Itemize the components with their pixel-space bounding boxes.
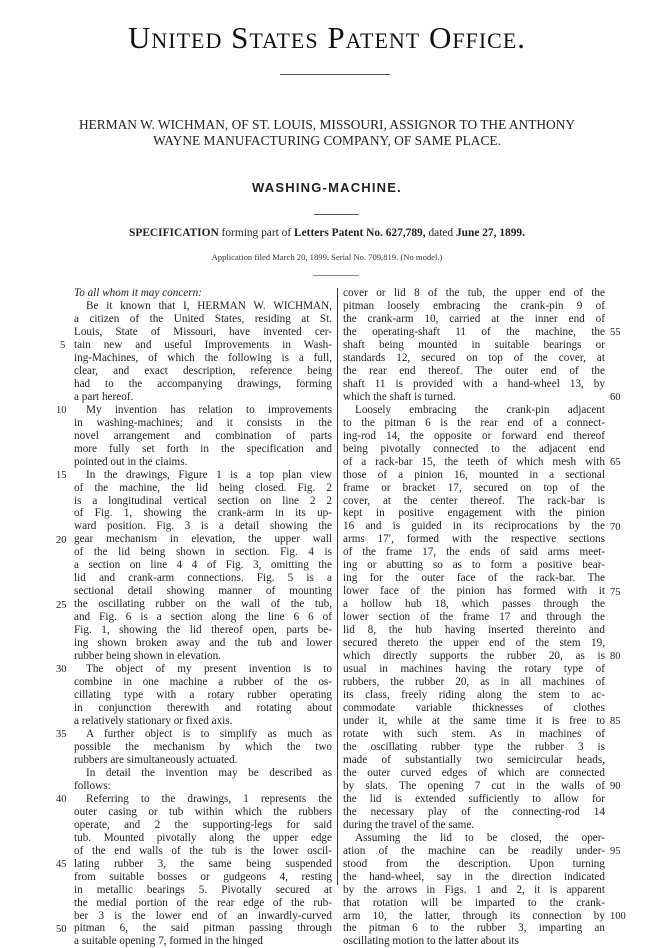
text-line: standards 12, secured on top of the cover, at	[343, 351, 605, 364]
text-line: during the travel of the same.	[343, 818, 475, 831]
text-line: the outer curved edges of which are connected	[343, 766, 605, 779]
spec-date: June 27, 1899.	[455, 227, 525, 239]
right-line-number: 100	[610, 911, 626, 923]
text-line: a hollow hub 18, which passes through the	[343, 598, 605, 611]
right-line-number: 75	[610, 586, 621, 598]
text-line: of the end walls of the tub is the lower oscil-	[74, 844, 332, 857]
text-line: My invention has relation to improvements	[86, 403, 332, 416]
text-line: the hand-wheel, say in the direction indicated	[343, 870, 605, 883]
text-line: commodate variable thicknesses of clothes	[343, 702, 605, 714]
text-line: the rear end thereof. The outer end of the	[343, 364, 605, 377]
text-line: of the lid being shown in section. Fig. 4 is	[74, 546, 332, 559]
left-line-number: 35	[56, 729, 67, 741]
right-line-number: 85	[610, 716, 621, 728]
text-line: In detail the invention may be described as	[86, 766, 332, 779]
text-line: novel arrangement and combination of parts	[74, 429, 332, 442]
text-line: which the shaft is turned.	[343, 390, 456, 403]
text-line: the oscillating rubber on the wall of the tub,	[74, 598, 332, 611]
text-line: shaft 11 is provided with a hand-wheel 13, by	[343, 377, 605, 390]
text-line: clear, and exact description, reference being	[74, 364, 332, 377]
text-line: a part hereof.	[74, 390, 134, 403]
left-line-number: 20	[56, 534, 67, 546]
text-line: usual in machines having the rotary type of	[343, 663, 605, 676]
text-line: a citizen of the United States, residing at St.	[74, 312, 332, 325]
text-line: arms 17′, formed with the respective sections	[343, 533, 605, 546]
text-line: which directly supports the rubber 20, as is	[343, 650, 605, 663]
text-line: Louis, State of Missouri, have invented cer-	[74, 325, 332, 338]
text-line: gear mechanism in elevation, the upper wall	[74, 533, 332, 546]
text-line: cover, at the center thereof. The rack-bar is	[343, 494, 605, 507]
text-line: the pitman 6 to the rubber 3, imparting an	[343, 922, 605, 935]
text-line: combine in one machine a rubber of the os-	[74, 676, 332, 689]
left-line-number: 40	[56, 794, 67, 806]
text-line: arm 10, the latter, through its connection by	[343, 909, 605, 922]
text-line: in conjunction therewith and rotating about	[74, 702, 332, 714]
text-line: frame or bracket 17, secured on top of the	[343, 481, 605, 494]
text-line: stood from the description. Upon turning	[343, 857, 605, 870]
text-line: rubbers are simultaneously actuated.	[74, 753, 238, 766]
text-line: under it, while at the same time it is free to	[343, 714, 605, 727]
text-line: to the pitman 6 is the rear end of a connect-	[343, 416, 605, 429]
text-line: operate, and 2 the supporting-legs for said	[74, 818, 332, 831]
title-rule	[280, 74, 390, 75]
assignor-line-2: WAYNE MANUFACTURING COMPANY, OF SAME PLACE.	[153, 133, 501, 148]
text-line: To all whom it may concern:	[74, 287, 202, 299]
text-line: ation of the machine can be readily under-	[343, 844, 605, 857]
text-line: outer casing or tub within which the rubbers	[74, 805, 332, 818]
text-line: lower section of the frame 17 and through the	[343, 611, 605, 624]
text-line: in washing-machines; and it consists in the	[74, 416, 332, 429]
text-line: the medial portion of the rear edge of the rub-	[74, 896, 332, 909]
assignor-statement	[0, 117, 654, 149]
application-rule	[313, 275, 359, 276]
text-line: those of a pinion 16, mounted in a sectional	[343, 468, 605, 481]
text-line: in metallic bearings 5. Pivotally secured at	[74, 883, 332, 896]
text-line: Assuming the lid to be closed, the oper-	[355, 831, 605, 844]
text-line: ing-rod 14, the opposite or forward end thereof	[343, 429, 605, 442]
column-divider	[337, 288, 338, 885]
left-line-number: 30	[56, 664, 67, 676]
text-line: A further object is to simplify as much as	[86, 727, 332, 740]
spec-dated: dated	[425, 227, 456, 239]
text-line: its class, freely riding along the stem to ac-	[343, 689, 605, 702]
text-line: of the machine, the lid being closed. Fig. 2	[74, 481, 332, 494]
text-line: Fig. 1, showing the lid thereof open, parts be-	[74, 624, 332, 637]
spec-mid: forming part of	[218, 227, 294, 239]
text-line: that rotation will be imparted to the crank-	[343, 896, 605, 909]
right-line-number: 90	[610, 781, 621, 793]
text-line: oscillating motion to the latter about its	[343, 935, 519, 948]
text-line: made of substantially two semicircular heads,	[343, 753, 605, 766]
text-line: possible the mechanism by which the two	[74, 740, 332, 753]
text-line: ward position. Fig. 3 is a detail showing the	[74, 520, 332, 533]
text-line: pitman 6, the said pitman passing through	[74, 922, 332, 935]
right-line-number: 95	[610, 846, 621, 858]
application-line: Application filed March 20, 1899. Serial No. 709,819. (No model.)	[211, 252, 443, 262]
text-line: by the arrows in Figs. 1 and 2, it is apparent	[343, 883, 605, 896]
text-line: The object of my present invention is to	[86, 663, 332, 676]
text-line: secured thereto the upper end of the stem 19,	[343, 637, 605, 650]
text-line: the operating-shaft 11 of the machine, the	[343, 325, 605, 338]
text-line: 16 and is guided in its reciprocations by the	[343, 520, 605, 533]
right-line-number: 70	[610, 521, 621, 533]
text-line: pointed out in the claims.	[74, 455, 188, 468]
text-line: is a longitudinal vertical section on line 2 2	[74, 494, 332, 507]
text-line: ing or abutting so as to form a positive bear-	[343, 559, 605, 572]
left-line-number: 5	[60, 339, 66, 351]
text-line: tub. Mounted pivotally along the upper edge	[74, 831, 332, 844]
text-line: ing for the outer face of the rack-bar. The	[343, 572, 605, 585]
text-line: sectional detail showing manner of mounting	[74, 585, 332, 598]
text-line: being pivotally connected to the adjacent end	[343, 442, 605, 455]
text-line: Loosely embracing the crank-pin adjacent	[355, 403, 605, 416]
spec-letters-patent: Letters Patent No. 627,789,	[294, 227, 426, 239]
text-line: of a rack-bar 15, the teeth of which mesh with	[343, 455, 605, 468]
text-line: pitman loosely embracing the crank-pin 9 of	[343, 299, 605, 312]
text-line: the oscillating rubber type the rubber 3 is	[343, 740, 605, 753]
specification-line	[0, 227, 654, 239]
text-line: of Fig. 1, showing the crank-arm in its up-	[74, 507, 332, 520]
text-line: kept in positive engagement with the pinion	[343, 507, 605, 520]
text-line: a suitable opening 7, formed in the hinged	[74, 935, 263, 948]
text-line: from suitable bosses or gudgeons 4, resting	[74, 870, 332, 883]
assignor-line-1: HERMAN W. WICHMAN, OF ST. LOUIS, MISSOURI, ASSIGNOR TO THE ANTHONY	[78, 117, 576, 132]
text-line: cover or lid 8 of the tub, the upper end of the	[343, 287, 605, 299]
left-text-column	[74, 287, 332, 948]
text-line: ber 3 is the lower end of an inwardly-curved	[74, 909, 332, 922]
invention-rule	[314, 214, 359, 215]
left-line-number: 50	[56, 924, 67, 936]
left-line-number: 25	[56, 599, 67, 611]
text-line: rubber being shown in elevation.	[74, 650, 221, 663]
text-line: follows:	[74, 779, 111, 792]
text-line: a relatively stationary or fixed axis.	[74, 714, 233, 727]
text-line: a section on line 4 4 of Fig. 3, omitting the	[74, 559, 332, 572]
text-line: the crank-arm 10, carried at the inner end of	[343, 312, 605, 325]
text-line: more fully set forth in the specification and	[74, 442, 332, 455]
right-line-number: 65	[610, 456, 621, 468]
text-line: by slats. The opening 7 cut in the walls of	[343, 779, 605, 792]
text-line: cillating type with a rotary rubber operating	[74, 689, 332, 702]
text-line: the necessary play of the connecting-rod 14	[343, 805, 605, 818]
right-line-number: 55	[610, 326, 621, 338]
text-line: of the frame 17, the ends of said arms meet-	[343, 546, 605, 559]
text-line: lower face of the pinion has formed with it	[343, 585, 605, 598]
right-line-number: 60	[610, 391, 621, 403]
left-line-number: 15	[56, 469, 67, 481]
invention-title: WASHING-MACHINE.	[252, 180, 402, 195]
text-line: tain new and useful Improvements in Wash-	[74, 338, 332, 351]
text-line: rubbers, the rubber 20, as in all machines of	[343, 676, 605, 689]
left-line-number: 10	[56, 404, 67, 416]
text-line: the lid is extended sufficiently to allow for	[343, 792, 605, 805]
text-line: lating rubber 3, the same being suspended	[74, 857, 332, 870]
text-line: and Fig. 6 is a section along the line 6 6 of	[74, 611, 332, 624]
text-line: lid 8, the hub having inserted thereinto and	[343, 624, 605, 637]
text-line: Referring to the drawings, 1 represents the	[86, 792, 332, 805]
text-line: Be it known that I, HERMAN W. WICHMAN,	[86, 299, 332, 312]
text-line: In the drawings, Figure 1 is a top plan view	[86, 468, 332, 481]
spec-label: SPECIFICATION	[129, 227, 219, 239]
right-line-number: 80	[610, 651, 621, 663]
text-line: ing-Machines, of which the following is a full,	[74, 351, 332, 364]
text-line: had to the accompanying drawings, forming	[74, 377, 332, 390]
text-line: shaft being mounted in suitable bearings or	[343, 338, 605, 351]
right-text-column	[343, 287, 605, 948]
left-line-number: 45	[56, 859, 67, 871]
text-line: lid and crank-arm connections. Fig. 5 is a	[74, 572, 332, 585]
patent-office-title: United States Patent Office.	[127, 20, 527, 55]
text-line: rotate with such stem. As in machines of	[343, 727, 605, 740]
text-line: ing shown broken away and the tub and lower	[74, 637, 332, 650]
